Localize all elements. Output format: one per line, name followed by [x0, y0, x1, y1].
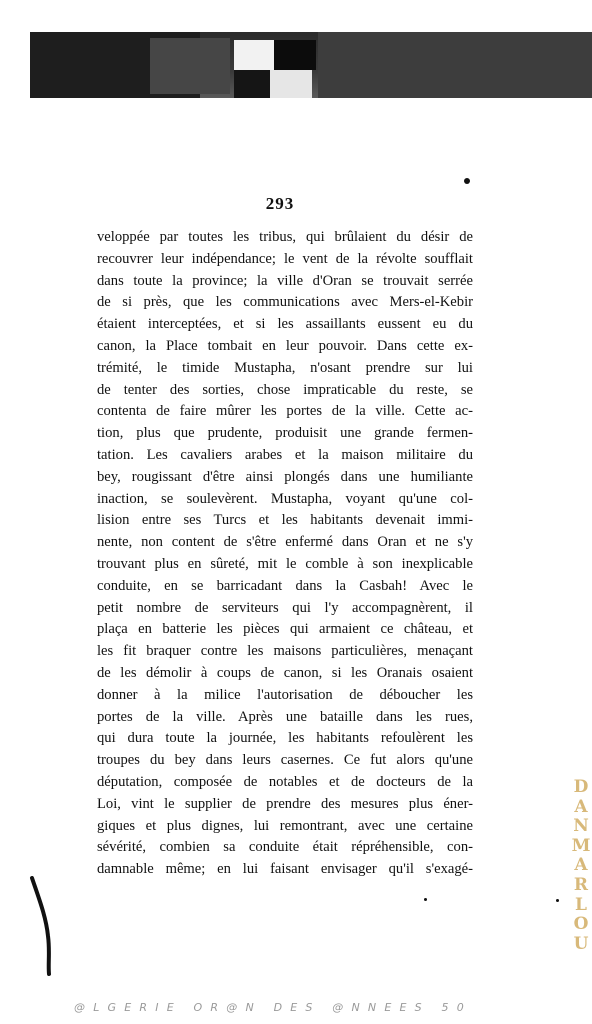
text-line: tation. Les cavaliers arabes et la maison militaire du [97, 446, 473, 463]
footer-watermark: @LGERIE OR@N DES @NNEES 50 [74, 1001, 472, 1014]
band-black-square-lower [234, 70, 270, 98]
text-line: inaction, se soulevèrent. Mustapha, voyant qu'une col- [97, 490, 473, 507]
text-line: qui dura toute la journée, les habitants refoulèrent les [97, 730, 473, 747]
scanned-header-band [30, 32, 592, 98]
text-line: trémité, le timide Mustapha, n'osant prendre sur lui [97, 359, 473, 376]
watermark-letter: L [575, 894, 587, 915]
watermark-letter: U [573, 933, 589, 954]
text-line: les fit braquer contre les maisons particulières, menaçant [97, 643, 473, 660]
margin-ink-stroke [28, 876, 56, 976]
text-line: giques et plus dignes, lui remontrant, avec une certaine [97, 817, 473, 834]
vertical-watermark [570, 778, 592, 954]
text-line: veloppée par toutes les tribus, qui brûlaient du désir de [97, 229, 473, 245]
text-line: portes de la ville. Après une bataille dans les rues, [97, 708, 473, 725]
band-white-square [234, 40, 274, 70]
text-line: de si près, que les communications avec Mers-el-Kebir [97, 294, 473, 311]
ink-speck [464, 178, 470, 184]
text-line: recouvrer leur indépendance; le vent de la révolte soufflait [97, 250, 473, 267]
text-line: petit nombre de serviteurs qui l'y accompagnèrent, il [97, 599, 473, 616]
text-line: étaient interceptées, et si les assaillants eussent eu du [97, 316, 473, 333]
text-line: bey, rougissant d'être ainsi plongés dans une humiliante [97, 468, 473, 485]
page-body-text [97, 227, 473, 881]
watermark-letter: R [573, 874, 589, 895]
text-line: trouvant plus en sûreté, mit le comble à son inexplicable [97, 555, 473, 572]
text-line: lision entre ses Turcs et les habitants devenait immi- [97, 512, 473, 529]
text-line: Loi, vint le supplier de prendre des mesures plus éner- [97, 795, 473, 812]
text-line: canon, la Place tombait en leur pouvoir. Dans cette ex- [97, 337, 473, 354]
text-line: tion, plus que prudente, produisit une grande fermen- [97, 425, 473, 442]
band-white-square-lower [270, 70, 312, 98]
text-line: damnable même; en lui faisant envisager qu'il s'exagé- [97, 861, 473, 878]
text-line: députation, composée de notables et de docteurs de la [97, 773, 473, 790]
page-number: 293 [265, 194, 295, 213]
watermark-letter: D [573, 777, 589, 797]
text-line: contenta de faire mûrer les portes de la ville. Cette ac- [97, 403, 473, 420]
band-right-region [318, 32, 592, 98]
ink-speck [556, 899, 559, 902]
text-line: dans toute la province; la ville d'Oran se trouvait serrée [97, 272, 473, 289]
watermark-letter: M [571, 835, 591, 856]
text-line: de tenter des sorties, chose impraticable du reste, se [97, 381, 473, 398]
text-line: donner à la milice l'autorisation de déboucher les [97, 686, 473, 703]
text-line: troupes du bey dans leurs casernes. Ce fut alors qu'une [97, 752, 473, 769]
text-line: plaça en batterie les pièces qui armaient ce château, et [97, 621, 473, 638]
text-line: conduite, en se barricadant dans la Casbah! Avec le [97, 577, 473, 594]
band-black-square [274, 40, 316, 70]
watermark-letter: O [573, 914, 589, 935]
band-mid-region [150, 38, 230, 94]
watermark-letter: N [573, 816, 589, 837]
text-line: nente, non content de s'être enfermé dans Oran et ne s'y [97, 534, 473, 551]
watermark-letter: A [574, 796, 588, 817]
ink-speck [424, 898, 427, 901]
watermark-letter: A [574, 855, 588, 876]
text-line: de les démolir à coups de canon, si les Oranais osaient [97, 664, 473, 681]
text-line: sévérité, combien sa conduite était répréhensible, con- [97, 839, 473, 856]
